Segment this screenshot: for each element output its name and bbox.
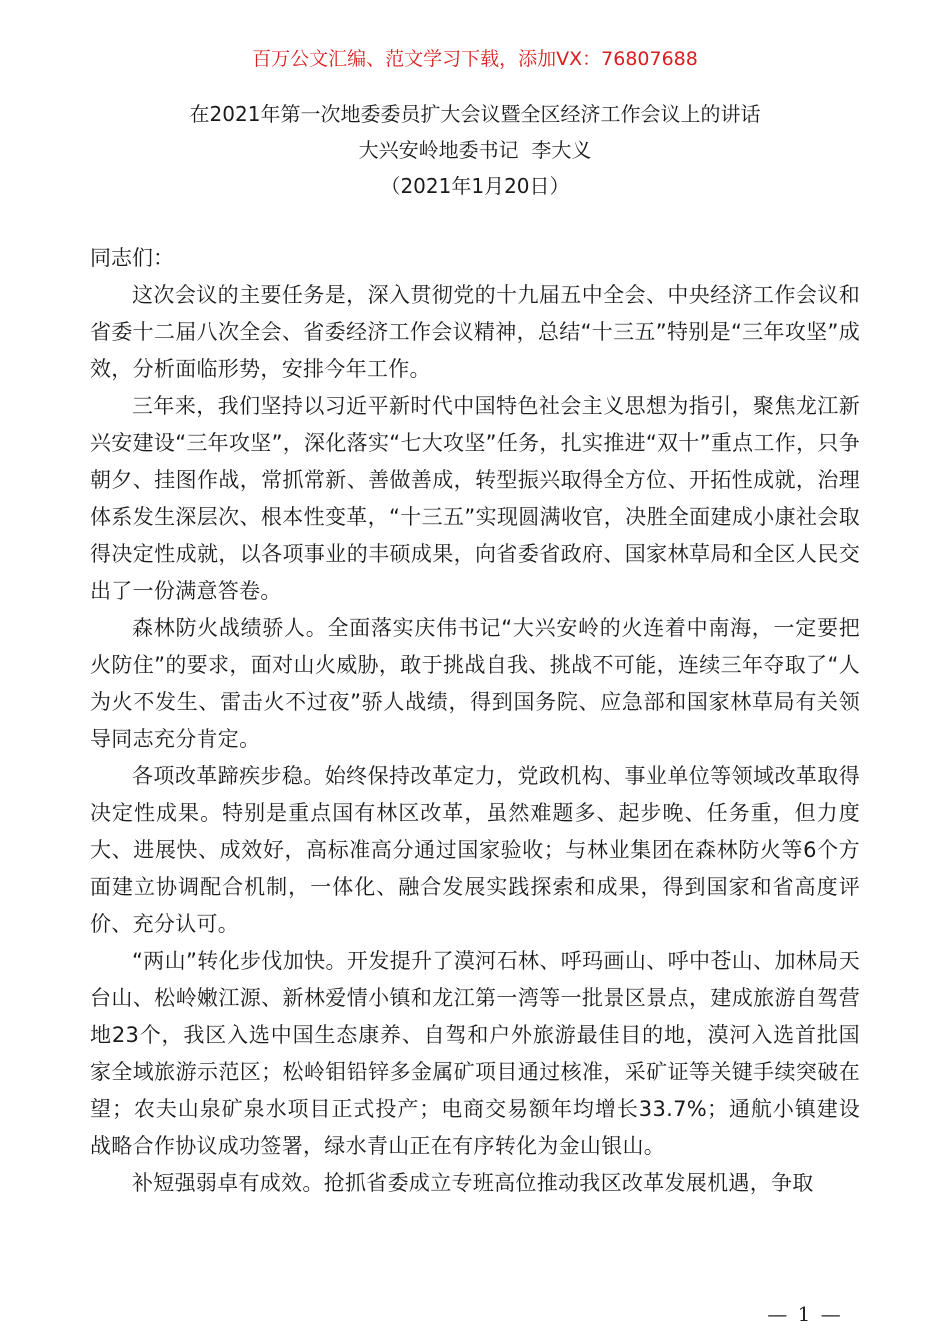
paragraph-2: 三年来，我们坚持以习近平新时代中国特色社会主义思想为指引，聚焦龙江新兴安建设“三年攻坚”，深化落实“七大攻坚”任务，扎实推进“双十”重点工作，只争朝夕、挂图作战，常抓常新、善做善成，转型振兴取得全方位、开拓性成就，治理体系发生深层次、根本性变革，“十三五”实现圆满收官，决胜全面建成小康社会取得决定性成就，以各项事业的丰硕成果，向省委省政府、国家林草局和全区人民交出了一份满意答卷。 [90,394,860,603]
paragraph-1: 这次会议的主要任务是，深入贯彻党的十九届五中全会、中央经济工作会议和省委十二届八次全会、省委经济工作会议精神，总结“十三五”特别是“三年攻坚”成效，分析面临形势，安排今年工作。 [90,283,860,381]
speech-date: （2021年1月20日） [380,174,570,198]
speaker-line: 大兴安岭地委书记 李大义 [358,138,592,162]
document-title: 在2021年第一次地委委员扩大会议暨全区经济工作会议上的讲话 [189,102,761,126]
paragraph-5: “两山”转化步伐加快。开发提升了漠河石林、呼玛画山、呼中苍山、加林局天台山、松岭嫩江源、新林爱情小镇和龙江第一湾等一批景区景点，建成旅游自驾营地23个，我区入选中国生态康养、自驾和户外旅游最佳目的地，漠河入选首批国家全域旅游示范区；松岭钼铅锌多金属矿项目通过核准，采矿证等关键手续突破在望；农夫山泉矿泉水项目正式投产；电商交易额年均增长33.7%；通航小镇建设战略合作协议成功签署，绿水青山正在有序转化为金山银山。 [90,949,860,1158]
banner-text: 百万公文汇编、范文学习下载，添加VX：76807688 [252,48,698,70]
paragraph-6: 补短强弱卓有成效。抢抓省委成立专班高位推动我区改革发展机遇，争取 [132,1171,814,1195]
document-header [0,96,950,204]
paragraph-4: 各项改革蹄疾步稳。始终保持改革定力，党政机构、事业单位等领域改革取得决定性成果。特别是重点国有林区改革，虽然难题多、起步晚、任务重，但力度大、进展快、成效好，高标准高分通过国家验收；与林业集团在森林防火等6个方面建立协调配合机制，一体化、融合发展实践探索和成果，得到国家和省高度评价、充分认可。 [90,764,860,936]
page-number: — 1 — [767,1302,843,1326]
salutation: 同志们： [90,246,174,270]
document-body [90,240,860,1202]
paragraph-3: 森林防火战绩骄人。全面落实庆伟书记“大兴安岭的火连着中南海，一定要把火防住”的要求，面对山火威胁，敢于挑战自我、挑战不可能，连续三年夺取了“人为火不发生、雷击火不过夜”骄人战绩，得到国务院、应急部和国家林草局有关领导同志充分肯定。 [90,616,860,751]
